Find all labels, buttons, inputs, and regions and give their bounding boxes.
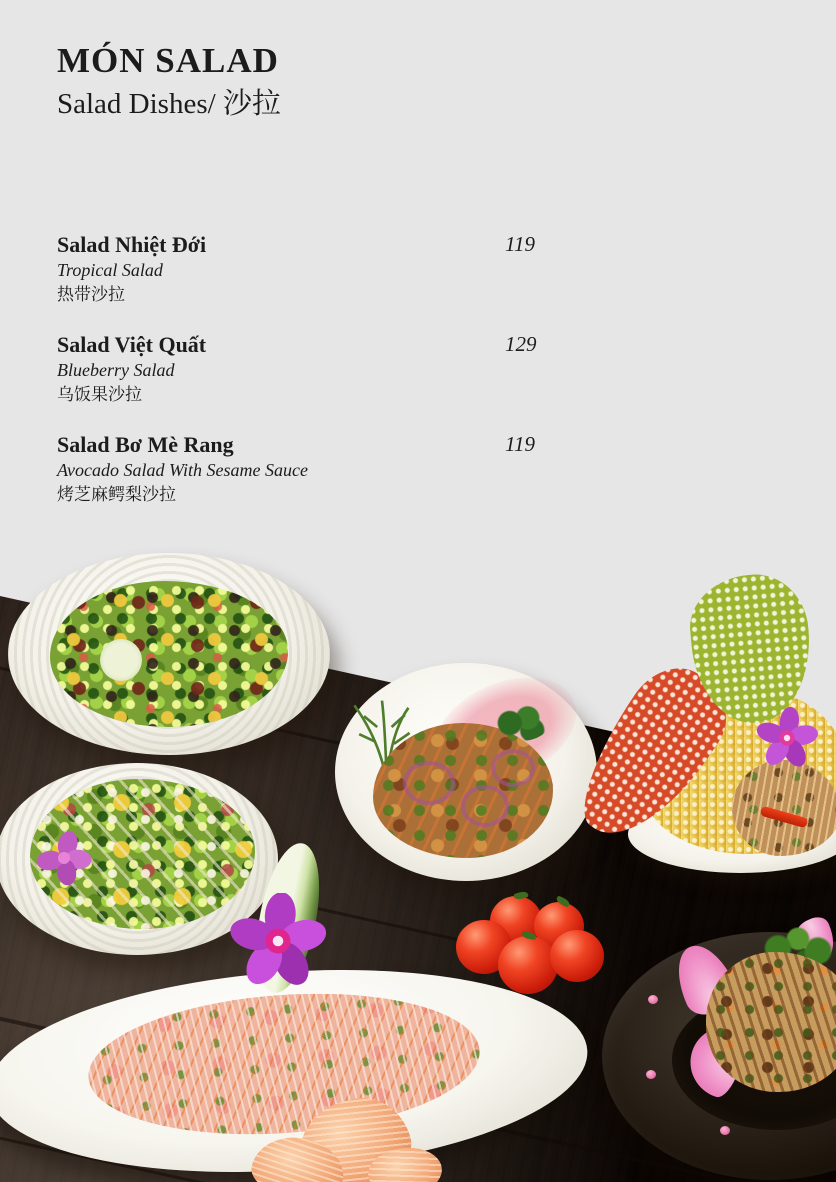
tropical-salad-toppings [50,581,288,727]
item-chinese-name: 乌饭果沙拉 [57,385,142,404]
item-chinese-name: 烤芝麻鳄梨沙拉 [57,485,176,504]
tropical-salad-photo [8,553,330,755]
tropical-salad-greens [50,581,288,727]
onion-ring [461,785,509,827]
page-subtitle: Salad Dishes/ 沙拉 [57,87,281,120]
menu-item [57,332,557,406]
purple-flower-garnish [34,828,94,888]
menu-item [57,232,557,306]
mint-leaves-garnish [493,705,549,741]
item-name: Salad Nhiệt Đới [57,232,207,257]
pink-sauce-dot [648,995,658,1004]
orchid-flower-small [753,706,821,770]
menu-item [57,432,557,506]
item-name: Salad Bơ Mè Rang [57,432,234,457]
center-salad-mix [373,723,553,858]
orchid-flower-large [226,893,330,989]
item-english-name: Avocado Salad With Sesame Sauce [57,460,308,480]
tomato [498,936,558,994]
pink-sauce-dot [646,1070,656,1079]
item-price: 119 [505,432,535,456]
center-salad-photo [335,663,597,881]
item-price: 119 [505,232,535,256]
cracker-dish-salad [732,760,836,856]
item-english-name: Tropical Salad [57,260,163,280]
tomato [550,930,604,982]
page-title: MÓN SALAD [57,41,279,80]
dark-plate-salad-mound [706,952,836,1092]
onion-ring [403,761,455,805]
onion-ring [491,749,535,787]
menu-header [57,42,281,121]
radish-slice [100,639,142,681]
red-chili [760,806,809,829]
pink-sauce-dot [720,1126,730,1135]
item-english-name: Blueberry Salad [57,360,175,380]
item-price: 129 [505,332,537,356]
item-chinese-name: 热带沙拉 [57,285,125,304]
item-name: Salad Việt Quất [57,332,207,357]
